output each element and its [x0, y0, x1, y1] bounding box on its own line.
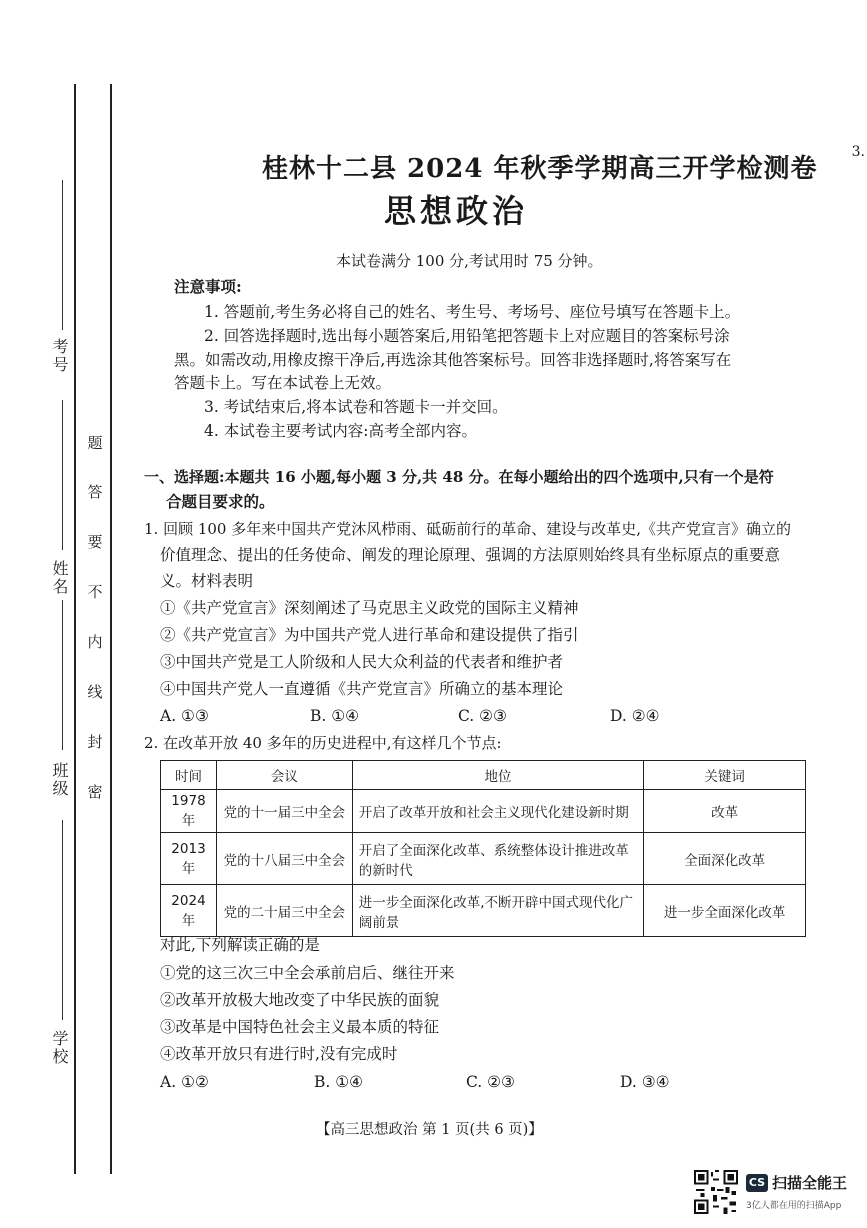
cell-meeting: 党的十八届三中全会	[216, 833, 352, 885]
col-header-status: 地位	[352, 761, 644, 790]
q1-option-c: C. ②③	[458, 707, 507, 725]
q2-stem: 2. 在改革开放 40 多年的历史进程中,有这样几个节点:	[144, 734, 502, 752]
cs-logo-icon: CS	[746, 1174, 768, 1192]
cell-status: 进一步全面深化改革,不断开辟中国式现代化广阔前景	[352, 885, 644, 937]
cell-time: 2024 年	[161, 885, 217, 937]
col-header-keyword: 关键词	[644, 761, 806, 790]
cell-keyword: 全面深化改革	[644, 833, 806, 885]
margin-label-class: 班级	[50, 762, 69, 798]
cell-keyword: 进一步全面深化改革	[644, 885, 806, 937]
col-header-meeting: 会议	[216, 761, 352, 790]
seal-char: 线	[87, 683, 103, 701]
subject-title: 思想政治	[384, 192, 529, 230]
q2-option-c: C. ②③	[466, 1073, 515, 1091]
q1-option-d: D. ②④	[610, 707, 660, 725]
q1-option-a: A. ①③	[160, 707, 209, 725]
q1-stem: 1. 回顾 100 多年来中国共产党沐风栉雨、砥砺前行的革命、建设与改革史,《共产党宣言》确立的	[144, 520, 792, 538]
margin-label-school: 学校	[50, 1030, 69, 1066]
seal-char: 题	[87, 434, 103, 452]
q2-option-d: D. ③④	[620, 1073, 670, 1091]
q1-item: ③中国共产党是工人阶级和人民大众利益的代表者和维护者	[160, 653, 564, 671]
table-row	[161, 790, 806, 833]
margin-rule-outer	[74, 84, 76, 1174]
seal-char: 密	[87, 783, 103, 801]
q1-stem: 义。材料表明	[160, 572, 254, 590]
seal-char: 不	[87, 583, 103, 601]
cell-meeting: 党的十一届三中全会	[216, 790, 352, 833]
notice-heading: 注意事项:	[174, 277, 242, 296]
notice-line: 答题卡上。写在本试卷上无效。	[174, 374, 392, 392]
exam-title: 桂林十二县 2024 年秋季学期高三开学检测卷	[262, 154, 818, 184]
notice-line: 3. 考试结束后,将本试卷和答题卡一并交回。	[204, 398, 508, 416]
notice-line: 黑。如需改动,用橡皮擦干净后,再选涂其他答案标号。回答非选择题时,将答案写在	[174, 351, 732, 369]
blank-class	[62, 600, 63, 750]
margin-label-exam-no: 考号	[50, 338, 69, 374]
corner-mark: 3.	[851, 144, 865, 160]
q2-item: ①党的这三次三中全会承前启后、继往开来	[160, 964, 455, 982]
blank-exam-no	[62, 180, 63, 330]
notice-line: 2. 回答选择题时,选出每小题答案后,用铅笔把答题卡上对应题目的答案标号涂	[204, 327, 730, 345]
blank-school	[62, 820, 63, 1020]
q2-item: ②改革开放极大地改变了中华民族的面貌	[160, 991, 440, 1009]
cell-keyword: 改革	[644, 790, 806, 833]
q1-option-b: B. ①④	[310, 707, 360, 725]
table-row	[161, 885, 806, 937]
seal-char: 封	[87, 733, 103, 751]
q1-item: ④中国共产党人一直遵循《共产党宣言》所确立的基本理论	[160, 680, 564, 698]
q2-option-b: B. ①④	[314, 1073, 364, 1091]
q2-option-a: A. ①②	[160, 1073, 209, 1091]
cell-time: 1978 年	[161, 790, 217, 833]
q1-item: ②《共产党宣言》为中国共产党人进行革命和建设提供了指引	[160, 626, 579, 644]
exam-intro: 本试卷满分 100 分,考试用时 75 分钟。	[336, 252, 603, 270]
q1-item: ①《共产党宣言》深刻阐述了马克思主义政党的国际主义精神	[160, 599, 579, 617]
margin-rule-inner	[110, 84, 112, 1174]
section-heading: 一、选择题:本题共 16 小题,每小题 3 分,共 48 分。在每小题给出的四个选项中,只有一个是符	[144, 468, 774, 486]
q2-table	[160, 760, 806, 937]
section-heading-cont: 合题目要求的。	[166, 492, 275, 511]
margin-label-name: 姓名	[50, 560, 69, 596]
q2-item: ③改革是中国特色社会主义最本质的特征	[160, 1018, 440, 1036]
seal-char: 要	[87, 533, 103, 551]
scanner-app-name: 扫描全能王	[772, 1174, 848, 1192]
cell-meeting: 党的二十届三中全会	[216, 885, 352, 937]
cell-time: 2013 年	[161, 833, 217, 885]
notice-line: 4. 本试卷主要考试内容:高考全部内容。	[204, 422, 477, 440]
scanner-tagline: 3亿人都在用的扫描App	[746, 1201, 842, 1211]
cell-status: 开启了改革开放和社会主义现代化建设新时期	[352, 790, 644, 833]
table-header-row	[161, 761, 806, 790]
page-footer: 【高三思想政治 第 1 页(共 6 页)】	[316, 1122, 543, 1138]
scanner-watermark	[694, 1170, 854, 1220]
seal-char: 内	[87, 633, 103, 651]
q1-stem: 价值理念、提出的任务使命、阐发的理论原理、强调的方法原则始终具有坐标原点的重要意	[160, 546, 781, 564]
qr-code-icon	[694, 1170, 738, 1214]
q2-item: ④改革开放只有进行时,没有完成时	[160, 1045, 398, 1063]
q2-prompt: 对此,下列解读正确的是	[160, 936, 320, 954]
col-header-time: 时间	[161, 761, 217, 790]
cell-status: 开启了全面深化改革、系统整体设计推进改革的新时代	[352, 833, 644, 885]
notice-line: 1. 答题前,考生务必将自己的姓名、考生号、考场号、座位号填写在答题卡上。	[204, 303, 741, 321]
seal-char: 答	[87, 483, 103, 501]
blank-name	[62, 400, 63, 550]
table-row	[161, 833, 806, 885]
